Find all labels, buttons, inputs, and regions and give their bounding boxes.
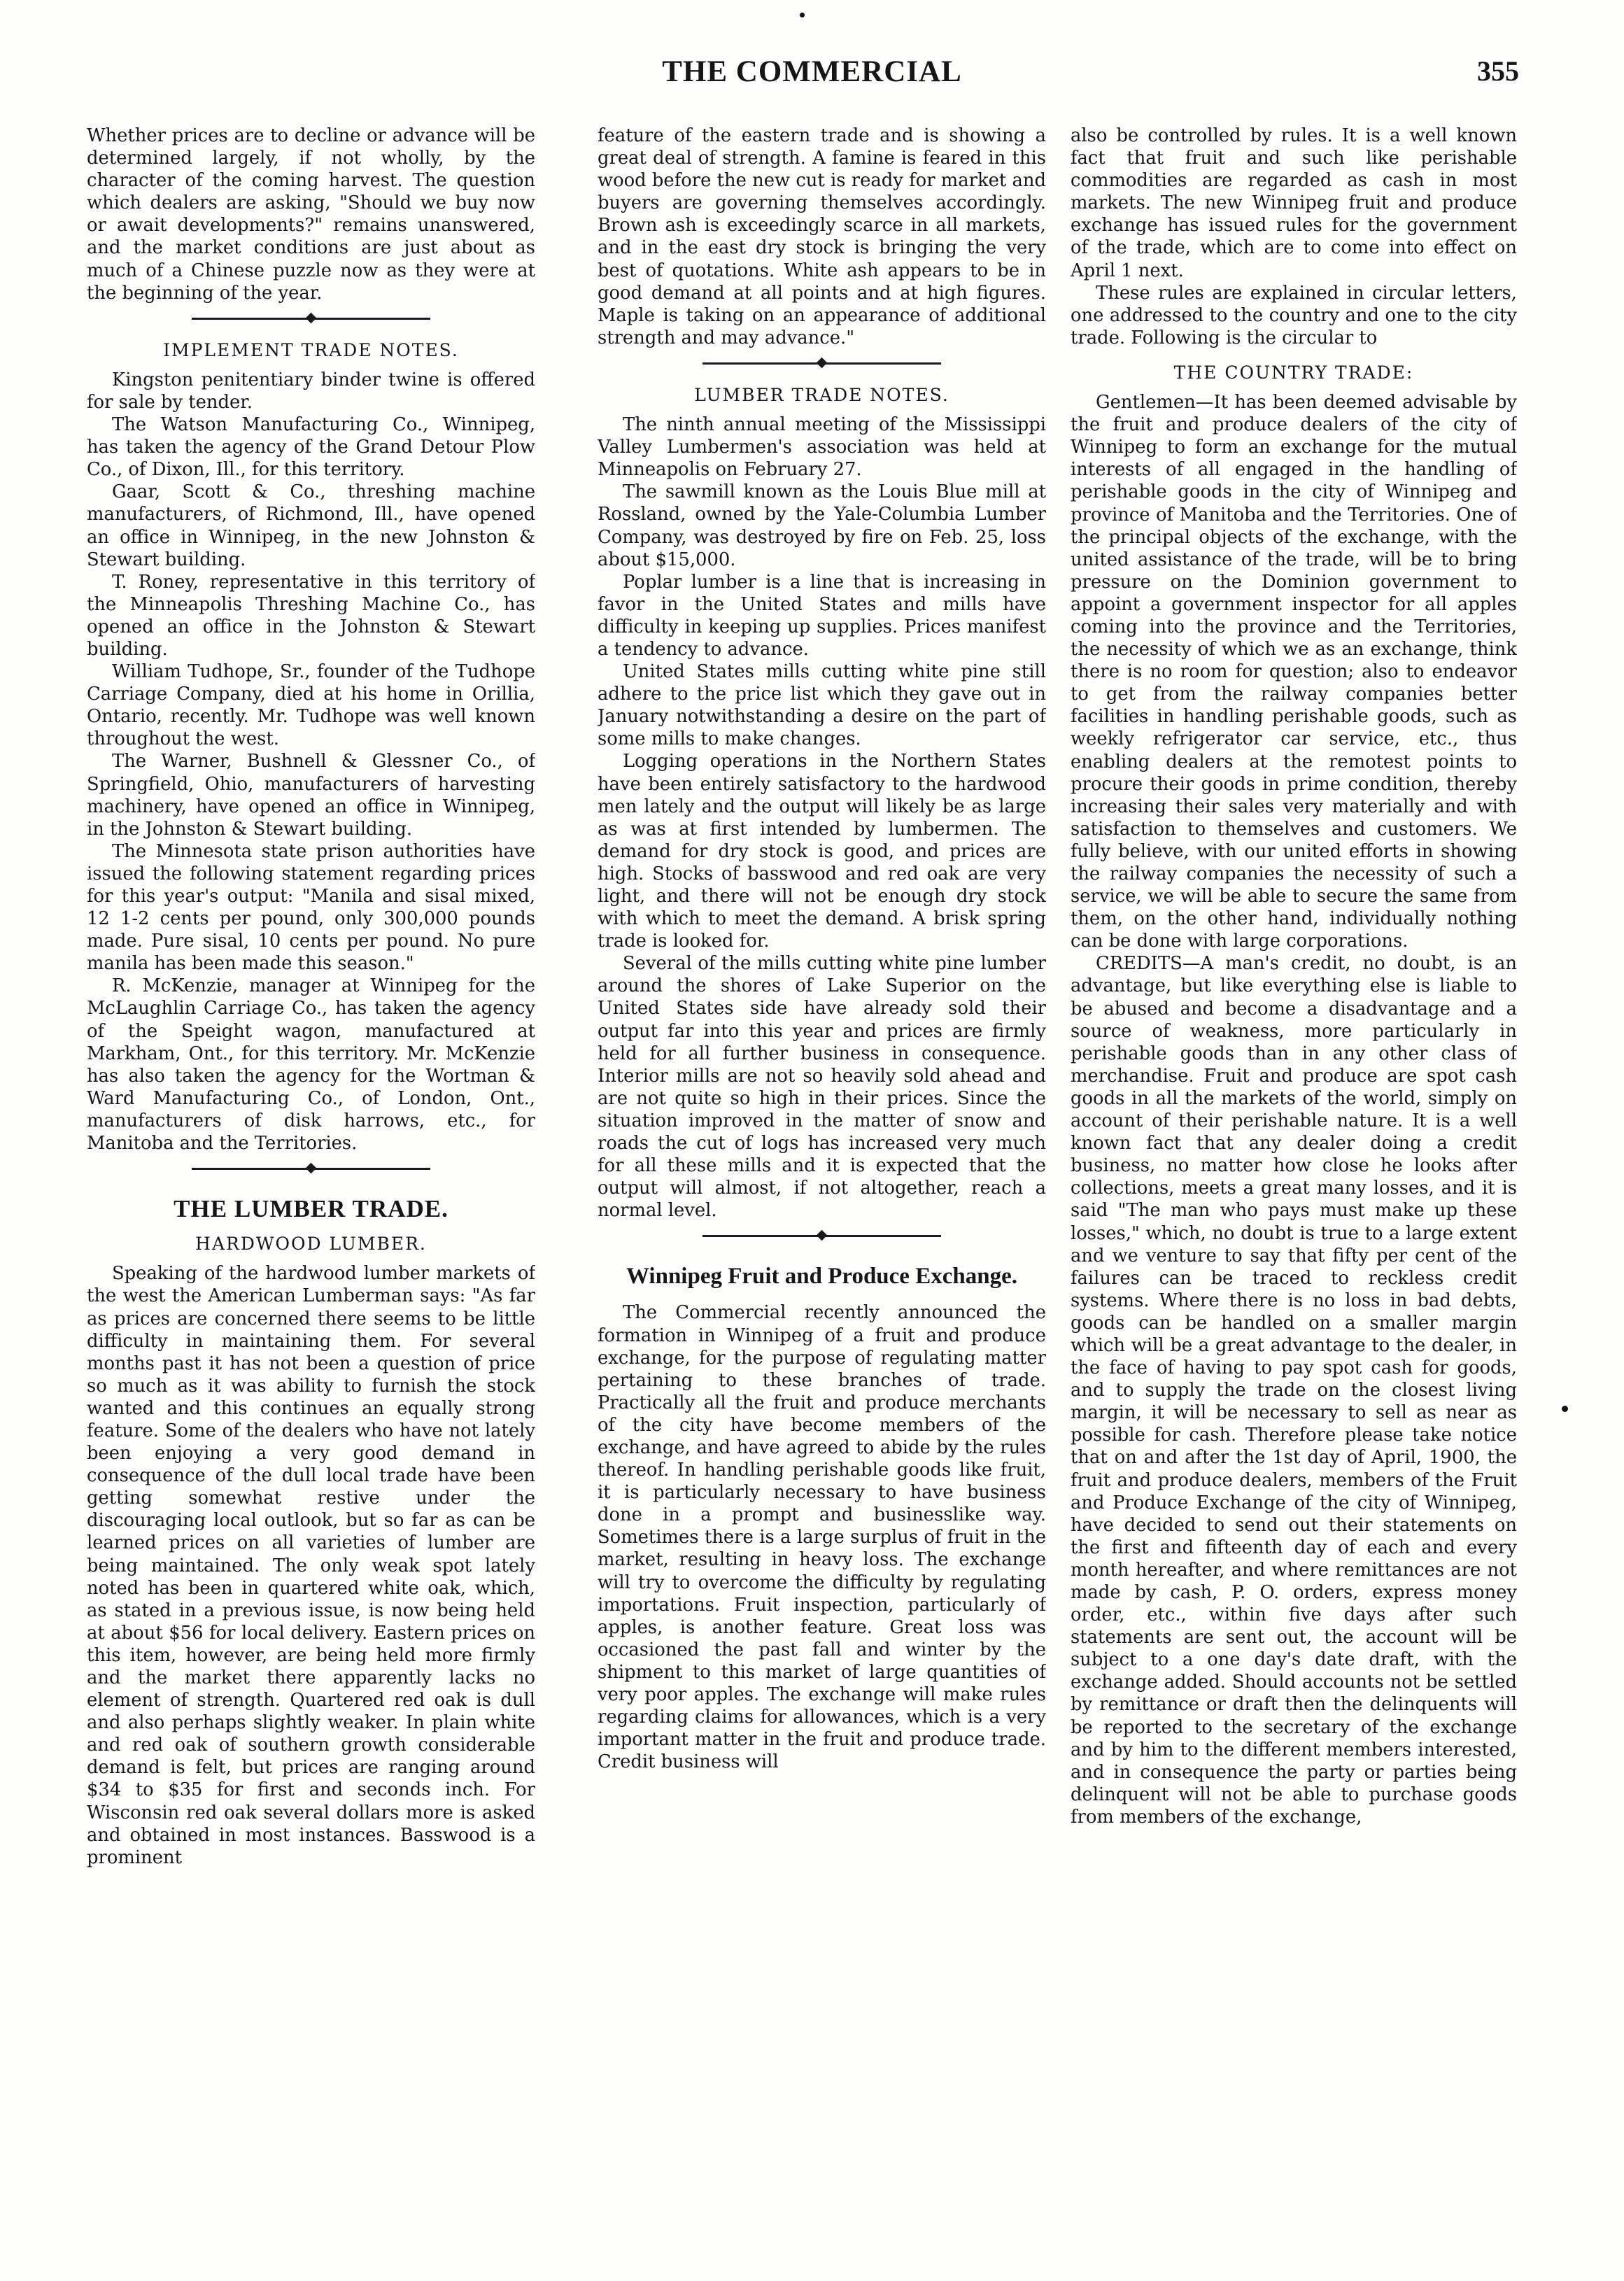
section-heading: LUMBER TRADE NOTES. xyxy=(694,384,949,405)
running-title: THE COMMERCIAL xyxy=(662,55,962,88)
paragraph: United States mills cutting white pine still adhere to the price list which they gave out in January notwithstanding a desire on the part of some mills to make changes. xyxy=(598,661,1046,750)
section-heading: IMPLEMENT TRADE NOTES. xyxy=(163,339,459,360)
section-divider xyxy=(598,355,1046,372)
paragraph: feature of the eastern trade and is showing a great deal of strength. A famine is feared in this wood before the new cut is ready for market and buyers are governing themselves accordingly. Brown ash is exceedingly scarce in all markets, and in the east dry stock is bringing the very best of quotations. White ash appears to be in good demand at all points and at high figures. Maple is taking on an appearance of additional strength and may advance." xyxy=(598,125,1046,348)
paragraph: The Warner, Bushnell & Glessner Co., of Springfield, Ohio, manufacturers of harvesting machinery, have opened an office in Winnipeg, in the Johnston & Stewart building. xyxy=(87,751,535,840)
paragraph: Logging operations in the Northern States have been entirely satisfactory to the hardwood men lately and the output will likely be as large as was at first intended by lumbermen. The demand for dry stock is good, and prices are high. Stocks of basswood and red oak are very light, and there will not be enough dry stock with which to meet the demand. A brisk spring trade is looked for. xyxy=(598,751,1046,952)
page-number: 355 xyxy=(1477,55,1519,87)
article-heading: Winnipeg Fruit and Produce Exchange. xyxy=(626,1264,1017,1290)
paragraph: The sawmill known as the Louis Blue mill at Rossland, owned by the Yale-Columbia Lumber Company, was destroyed by fire on Feb. 25, loss about $15,000. xyxy=(598,481,1046,570)
section-divider xyxy=(87,310,535,327)
paragraph: Several of the mills cutting white pine lumber around the shores of Lake Superior on the United States side have already sold their output far into this year and prices are firmly held for all further business in consequence. Interior mills are not so heavily sold ahead and are not quite so high in their prices. Since the situation improved in the matter of snow and roads the cut of logs has increased very much for all these mills and it is expected that the output will almost, if not altogether, reach a normal level. xyxy=(598,953,1046,1222)
paragraph: Kingston penitentiary binder twine is offered for sale by tender. xyxy=(87,369,535,413)
column-2 xyxy=(598,125,1046,2248)
page-header xyxy=(105,55,1519,97)
paragraph: R. McKenzie, manager at Winnipeg for the McLaughlin Carriage Co., has taken the agency of the Speight wagon, manufactured at Markham, Ont., for this territory. Mr. McKenzie has also taken the agency for the Wortman & Ward Manufacturing Co., of London, Ont., manufacturers of disk harrows, etc., for Manitoba and the Territories. xyxy=(87,975,535,1154)
article-heading: THE LUMBER TRADE. xyxy=(174,1195,449,1223)
paragraph: These rules are explained in circular letters, one addressed to the country and one to the city trade. Following is the circular to xyxy=(1071,282,1517,348)
section-divider xyxy=(87,1160,535,1177)
print-speck xyxy=(800,13,805,17)
column-1 xyxy=(87,125,535,2248)
paragraph: also be controlled by rules. It is a well known fact that fruit and such like perishable commodities are regarded as cash in most markets. The new Winnipeg fruit and produce exchange has issued rules for the government of the trade, which are to come into effect on April 1 next. xyxy=(1071,125,1517,281)
paragraph: Gaar, Scott & Co., threshing machine manufacturers, of Richmond, Ill., have opened an office in Winnipeg, in the new Johnston & Stewart building. xyxy=(87,481,535,570)
paragraph: The Watson Manufacturing Co., Winnipeg, has taken the agency of the Grand Detour Plow Co., of Dixon, Ill., for this territory. xyxy=(87,414,535,481)
paragraph: The Commercial recently announced the formation in Winnipeg of a fruit and produce exchange, for the purpose of regulating matter pertaining to these branches of trade. Practically all the fruit and produce merchants of the city have become members of the exchange, and have agreed to abide by the rules thereof. In handling perishable goods like fruit, it is particularly necessary to have business done in a prompt and businesslike way. Sometimes there is a large surplus of fruit in the market, resulting in heavy loss. The exchange will try to overcome the difficulty by regulating importations. Fruit inspection, particularly of apples, is another feature. Great loss was occasioned the past fall and winter by the shipment to this market of large quantities of very poor apples. The exchange will make rules regarding claims for allowances, which is a very important matter in the fruit and produce trade. Credit business will xyxy=(598,1302,1046,1773)
paragraph: T. Roney, representative in this territory of the Minneapolis Threshing Machine Co., has opened an office in the Johnston & Stewart building. xyxy=(87,571,535,660)
paragraph: Whether prices are to decline or advance will be determined largely, if not wholly, by the character of the coming harvest. The question which dealers are asking, "Should we buy now or await developments?" remains unanswered, and the market conditions are just about as much of a Chinese puzzle now as they were at the beginning of the year. xyxy=(87,125,535,304)
section-heading: THE COUNTRY TRADE: xyxy=(1173,362,1414,383)
section-divider xyxy=(598,1227,1046,1244)
section-heading: HARDWOOD LUMBER. xyxy=(195,1234,427,1255)
paragraph: The ninth annual meeting of the Mississippi Valley Lumbermen's association was held at Minneapolis on February 27. xyxy=(598,414,1046,481)
paragraph: The Minnesota state prison authorities have issued the following statement regarding prices for this year's output: "Manila and sisal mixed, 12 1-2 cents per pound, only 300,000 pounds made. Pure sisal, 10 cents per pound. No pure manila has been made this season." xyxy=(87,840,535,975)
paragraph: Speaking of the hardwood lumber markets of the west the American Lumberman says: "As far as prices are concerned there seems to be little difficulty in maintaining them. For several months past it has not been a question of price so much as it was ability to furnish the stock wanted and this continues an equally strong feature. Some of the dealers who have not lately been enjoying a very good demand in consequence of the dull local trade have been getting somewhat restive under the discouraging local outlook, but so far as can be learned prices on all varieties of lumber are being maintained. The only weak spot lately noted has been in quartered white oak, which, as stated in a previous issue, is now being held at about $56 for local delivery. Eastern prices on this item, however, are being held more firmly and the market there apparently lacks no element of strength. Quartered red oak is dull and also perhaps slightly weaker. In plain white and red oak of southern growth considerable demand is felt, but prices are ranging around $34 to $35 for first and seconds inch. For Wisconsin red oak several dollars more is asked and obtained in most instances. Basswood is a prominent xyxy=(87,1263,535,1868)
paragraph: Gentlemen—It has been deemed advisable by the fruit and produce dealers of the city of Winnipeg to form an exchange for the mutual interests of all engaged in the handling of perishable goods in the city of Winnipeg and province of Manitoba and the Territories. One of the principal objects of the exchange, with the united assistance of the trade, will be to bring pressure on the Dominion government to appoint a government inspector for all apples coming into the province and the Territories, the necessity of which we as an exchange, think there is no room for question; also to endeavor to get from the railway companies better facilities in handling perishable goods, such as weekly refrigerator car service, etc., thus enabling dealers at the remotest points to procure their goods in prime condition, thereby increasing their sales very materially and with satisfaction to themselves and customers. We fully believe, with our united efforts in showing the railway companies the necessity of such a service, we will be able to secure the same from them, on the other hand, individually nothing can be done with large corporations. xyxy=(1071,392,1517,952)
print-speck xyxy=(1562,1406,1568,1412)
column-3 xyxy=(1071,125,1517,2248)
paragraph: William Tudhope, Sr., founder of the Tudhope Carriage Company, died at his home in Orillia, Ontario, recently. Mr. Tudhope was well known throughout the west. xyxy=(87,661,535,750)
paragraph: CREDITS—A man's credit, no doubt, is an advantage, but like everything else is liable to be abused and become a disadvantage and a source of weakness, more particularly in perishable goods than in any other class of merchandise. Fruit and produce are spot cash goods in all the markets of the world, simply on account of their perishable nature. It is a well known fact that any dealer doing a credit business, no matter how close he looks after collections, meets a great many losses, and it is said "The man who pays must make up these losses," which, no doubt is true to a large extent and we venture to say that fifty per cent of the failures can be traced to reckless credit systems. Where there is no loss in bad debts, goods can be handled on a smaller margin which will be a great advantage to the dealer, in the face of having to pay spot cash for goods, and to supply the trade on the closest living margin, it will be necessary to sell as near as possible for cash. Therefore please take notice that on and after the 1st day of April, 1900, the fruit and produce dealers, members of the Fruit and Produce Exchange of the city of Winnipeg, have decided to send out their statements on the first and fifteenth day of each and every month hereafter, and where remittances are not made by cash, P. O. orders, express money order, etc., within five days after such statements are sent out, the account will be subject to a one day's date draft, with the exchange added. Should accounts not be settled by remittance or draft then the delinquents will be reported to the secretary of the exchange and by him to the different members interested, and in consequence the party or parties being delinquent will not be able to purchase goods from members of the exchange, xyxy=(1071,953,1517,1828)
paragraph: Poplar lumber is a line that is increasing in favor in the United States and mills have difficulty in keeping up supplies. Prices manifest a tendency to advance. xyxy=(598,571,1046,660)
